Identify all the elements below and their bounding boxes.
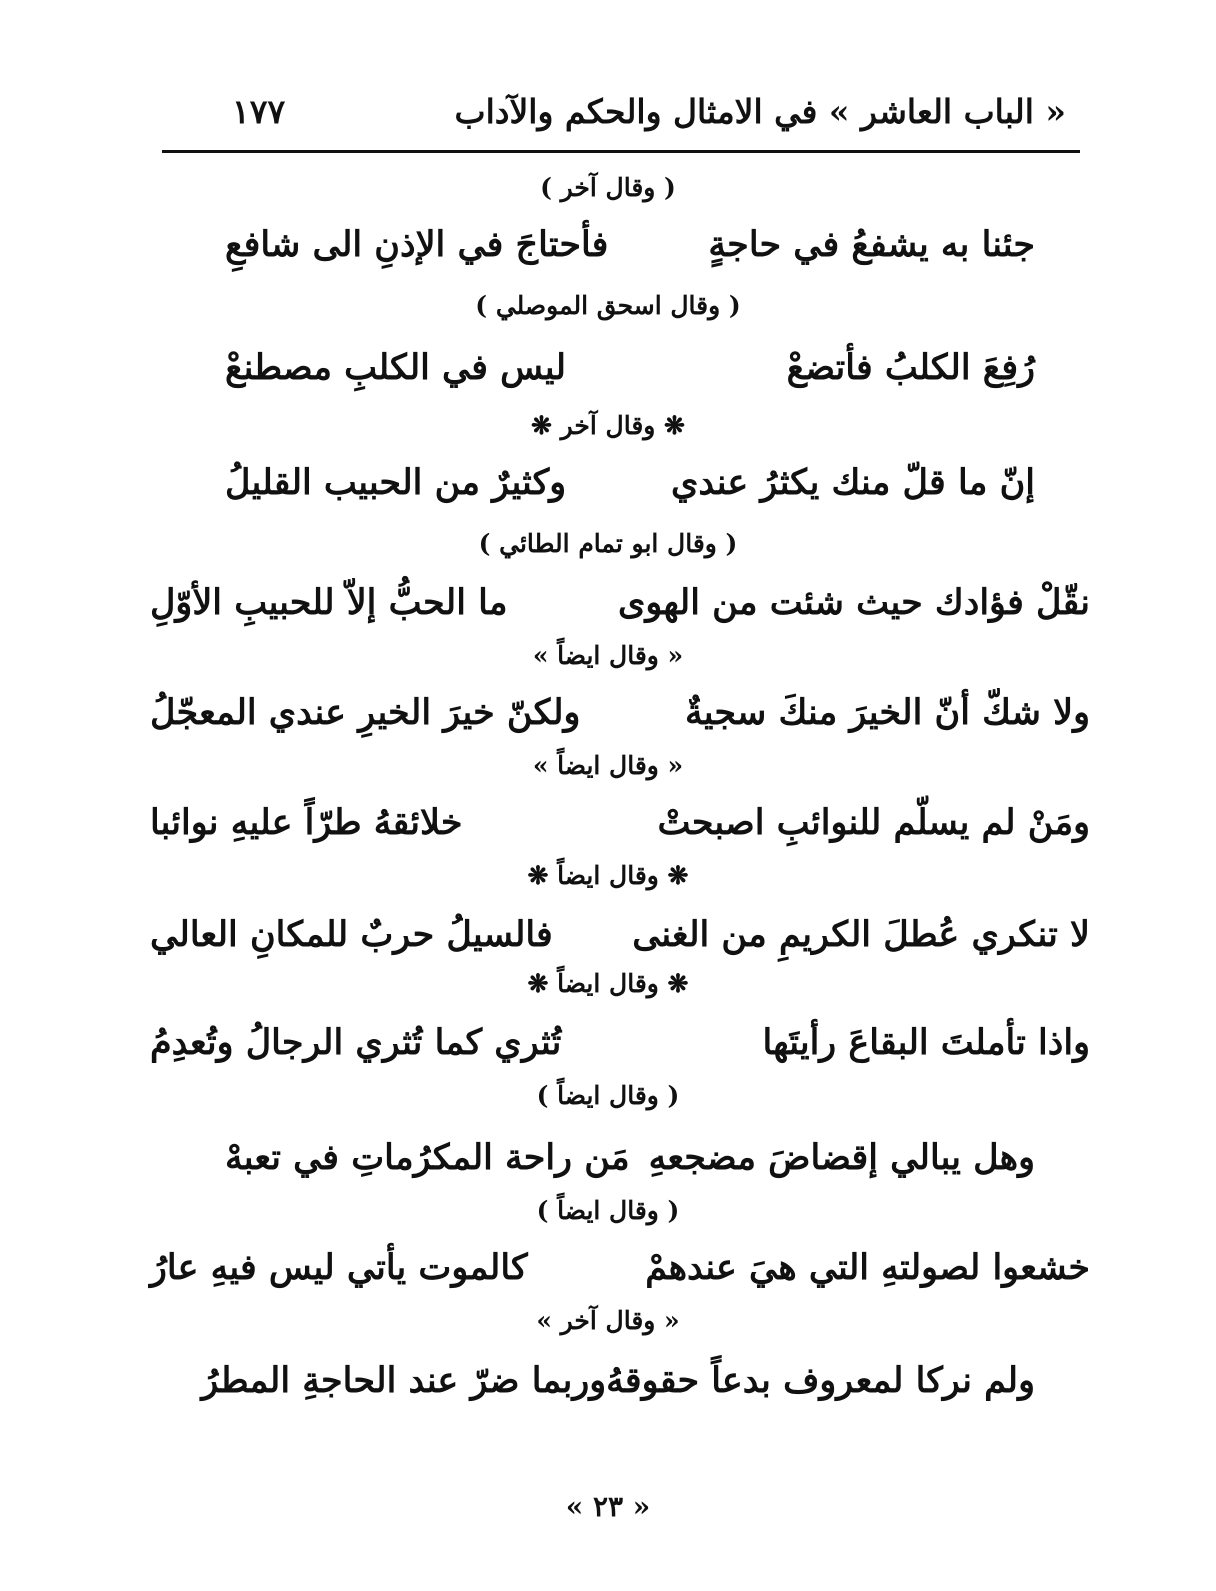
signature-mark: « ٢٣ » — [565, 1490, 651, 1523]
attribution-heading: ❋ وقال ايضاً ❋ — [527, 861, 689, 890]
second-hemistich: كالموت يأتي ليس فيهِ عارُ — [150, 1247, 528, 1288]
first-hemistich: ومَنْ لم يسلّم للنوائبِ اصبحتْ — [657, 802, 1090, 843]
verse-line — [150, 690, 1090, 736]
second-hemistich: وربما ضرّ عند الحاجةِ المطرُ — [201, 1360, 607, 1401]
chapter-title: « الباب العاشر » في الامثال والحكم والآداب — [454, 92, 1066, 131]
attribution-heading: ( وقال اسحق الموصلي ) — [475, 291, 741, 320]
first-hemistich: لا تنكري عُطلَ الكريمِ من الغنى — [632, 914, 1090, 955]
first-hemistich: رُفِعَ الكلبُ فأتضعْ — [786, 347, 1035, 388]
second-hemistich: ولكنّ خيرَ الخيرِ عندي المعجّلُ — [150, 692, 581, 733]
page-number: ١٧٧ — [232, 92, 286, 131]
second-hemistich: فأحتاجَ في الإذنِ الى شافعِ — [225, 224, 609, 265]
second-hemistich: ليس في الكلبِ مصطنعْ — [225, 347, 566, 388]
verse-line — [201, 1358, 1035, 1404]
attribution-heading: ( وقال ايضاً ) — [536, 1196, 680, 1225]
attribution-heading: « وقال آخر » — [536, 1306, 680, 1335]
verse-line — [225, 460, 1035, 506]
verse-line — [150, 800, 1090, 846]
first-hemistich: ولم نركا لمعروف بدعاً حقوقهُ — [606, 1360, 1035, 1401]
first-hemistich: خشعوا لصولتهِ التي هيَ عندهمْ — [645, 1247, 1090, 1288]
second-hemistich: فالسيلُ حربٌ للمكانِ العالي — [150, 914, 553, 955]
first-hemistich: وهل يبالي إقضاضَ مضجعهِ — [648, 1137, 1035, 1178]
verse-line — [150, 1020, 1090, 1066]
first-hemistich: نقّلْ فؤادك حيث شئت من الهوى — [617, 582, 1090, 623]
verse-line — [225, 1135, 1035, 1181]
attribution-heading: ( وقال ايضاً ) — [536, 1081, 680, 1110]
header-rule — [162, 150, 1080, 153]
attribution-heading: ❋ وقال آخر ❋ — [530, 411, 685, 440]
verse-line — [225, 345, 1035, 391]
verse-line — [150, 1245, 1090, 1291]
verse-line — [150, 580, 1090, 626]
first-hemistich: جئنا به يشفعُ في حاجةٍ — [708, 224, 1035, 265]
first-hemistich: ولا شكّ أنّ الخيرَ منكَ سجيةٌ — [685, 692, 1090, 733]
attribution-heading: ( وقال ابو تمام الطائي ) — [478, 529, 738, 558]
second-hemistich: وكثيرٌ من الحبيب القليلُ — [225, 462, 567, 503]
page-header — [162, 88, 1080, 146]
second-hemistich: خلائقهُ طرّاً عليهِ نوائبا — [150, 802, 463, 843]
second-hemistich: تُثري كما تُثري الرجالُ وتُعدِمُ — [150, 1022, 562, 1063]
second-hemistich: مَن راحة المكرُماتِ في تعبهْ — [225, 1137, 630, 1178]
verse-line — [225, 222, 1035, 268]
verse-line — [150, 912, 1090, 958]
second-hemistich: ما الحبُّ إلاّ للحبيبِ الأوّلِ — [150, 582, 508, 623]
attribution-heading: « وقال ايضاً » — [532, 751, 684, 780]
attribution-heading: « وقال ايضاً » — [532, 641, 684, 670]
first-hemistich: واذا تأملتَ البقاعَ رأيتَها — [762, 1022, 1090, 1063]
attribution-heading: ( وقال آخر ) — [540, 173, 676, 202]
attribution-heading: ❋ وقال ايضاً ❋ — [527, 969, 689, 998]
first-hemistich: إنّ ما قلّ منك يكثرُ عندي — [671, 462, 1035, 503]
